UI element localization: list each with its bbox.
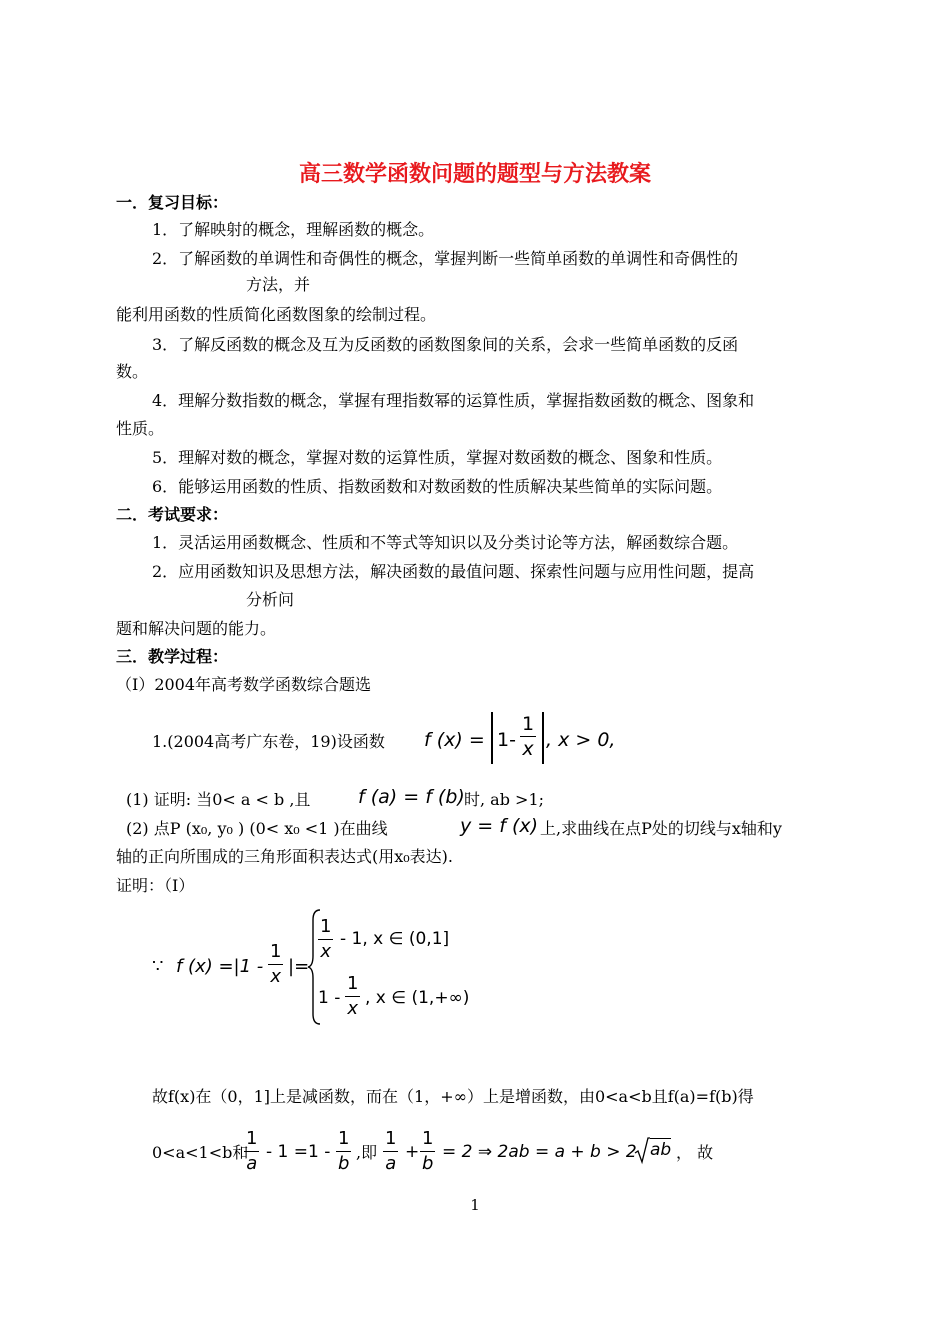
conclusion-plus: + <box>405 1142 420 1162</box>
part-2-text-b: 上,求曲线在点P处的切线与x轴和y <box>540 819 782 838</box>
fraction-denominator: x <box>270 966 282 987</box>
sec2-item-2-line3: 题和解决问题的能力。 <box>116 619 277 638</box>
case-1-condition: - 1, x ∈ (0,1] <box>340 929 450 949</box>
fraction-numerator: 1 <box>345 972 360 997</box>
sec1-item-2-line1: 2．了解函数的单调性和奇偶性的概念，掌握判断一些简单函数的单调性和奇偶性的 <box>152 249 739 268</box>
question-1-prefix: 1.(2004高考广东卷，19)设函数 <box>152 732 385 751</box>
abs-bar-right <box>542 712 544 764</box>
question-1-one-minus: 1- <box>497 729 516 751</box>
because-symbol: ∵ <box>152 956 164 977</box>
conclusion-ji: ,即 <box>356 1143 378 1162</box>
sec2-item-2-line2: 分析问 <box>246 590 295 609</box>
conclusion-gu: ， 故 <box>676 1143 714 1162</box>
sqrt-radicand: ab <box>650 1140 672 1160</box>
frac-1-over-b-2 <box>420 1127 435 1176</box>
sec1-item-4-line1: 4．理解分数指数的概念，掌握有理指数幂的运算性质，掌握指数函数的概念、图象和 <box>152 391 755 410</box>
section-2-heading: 二．考试要求： <box>116 505 229 524</box>
sec2-item-1: 1．灵活运用函数概念、性质和不等式等知识以及分类讨论等方法，解函数综合题。 <box>152 533 739 552</box>
part-2-text-c: 轴的正向所围成的三角形面积表达式(用x₀表达). <box>116 847 454 866</box>
part-1-text-b: 时, ab >1; <box>464 790 545 809</box>
conclusion-equation: = 2 ⇒ 2ab = a + b > 2 <box>442 1142 637 1162</box>
case-2-head: 1 - <box>318 988 341 1008</box>
sec1-item-6: 6．能够运用函数的性质、指数函数和对数函数的性质解决某些简单的实际问题。 <box>152 477 723 496</box>
fraction-denominator: a <box>246 1153 258 1174</box>
fraction-numerator: 1 <box>383 1127 398 1152</box>
sec2-item-2-line1: 2．应用函数知识及思想方法，解决函数的最值问题、探索性问题与应用性问题，提高 <box>152 562 755 581</box>
conclusion-line-2-start: 0<a<1<b和 <box>152 1143 249 1162</box>
sec1-item-3-line2: 数。 <box>116 362 149 381</box>
fraction-denominator: x <box>522 738 534 760</box>
part-2-text-a: (2) 点P (x₀, y₀ ) (0< x₀ <1 )在曲线 <box>126 819 388 838</box>
frac-1-over-b <box>336 1127 351 1176</box>
fraction-denominator: a <box>385 1153 397 1174</box>
question-1-f-of-x: f (x) = <box>424 729 485 751</box>
frac-1-over-a-2 <box>383 1127 398 1176</box>
fraction-denominator: x <box>347 998 359 1019</box>
question-1-condition: , x > 0, <box>546 729 616 751</box>
section-1-heading: 一．复习目标： <box>116 193 229 212</box>
abs-bar-left <box>491 712 493 764</box>
sec1-item-5: 5．理解对数的概念，掌握对数的运算性质，掌握对数函数的概念、图象和性质。 <box>152 448 723 467</box>
fraction-numerator: 1 <box>268 940 283 965</box>
case-1-fraction <box>318 915 333 964</box>
sec1-item-3-line1: 3．了解反函数的概念及互为反函数的函数图象间的关系，会求一些简单函数的反函 <box>152 335 739 354</box>
part-2-curve: y = f (x) <box>460 815 539 837</box>
fraction-numerator: 1 <box>420 1127 435 1152</box>
fraction-numerator: 1 <box>522 713 535 735</box>
fraction-denominator: b <box>422 1153 434 1174</box>
question-1-fraction <box>520 712 536 761</box>
sec3-subheading: （Ⅰ）2004年高考数学函数综合题选 <box>116 675 372 694</box>
sqrt-sign <box>634 1136 650 1166</box>
conclusion-minus: - 1 =1 - <box>266 1142 331 1162</box>
conclusion-line-1: 故f(x)在（0，1]上是减函数，而在（1，+∞）上是增函数，由0<a<b且f(a)=f(b)得 <box>152 1087 754 1106</box>
piecewise-lhs-fraction <box>268 940 283 989</box>
section-3-heading: 三．教学过程： <box>116 647 229 666</box>
fraction-numerator: 1 <box>244 1127 259 1152</box>
case-2-condition: , x ∈ (1,+∞) <box>365 988 470 1008</box>
fraction-numerator: 1 <box>318 915 333 940</box>
frac-1-over-a <box>244 1127 259 1176</box>
sec1-item-2-line2: 方法，并 <box>246 275 311 294</box>
fraction-numerator: 1 <box>336 1127 351 1152</box>
piecewise-lhs: f (x) =|1 - <box>176 956 264 977</box>
part-1-text-a: (1) 证明: 当0< a < b ,且 <box>126 790 311 809</box>
document-title: 高三数学函数问题的题型与方法教案 <box>298 161 651 187</box>
proof-label: 证明：（I） <box>116 876 195 895</box>
fraction-denominator: x <box>320 941 332 962</box>
piecewise-lhs-close: |= <box>288 956 310 977</box>
sec1-item-2-line3: 能利用函数的性质简化函数图象的绘制过程。 <box>116 305 437 324</box>
sec1-item-4-line2: 性质。 <box>116 419 165 438</box>
sec1-item-1: 1．了解映射的概念，理解函数的概念。 <box>152 220 435 239</box>
page-number: 1 <box>470 1196 480 1214</box>
fraction-denominator: b <box>338 1153 350 1174</box>
case-2-fraction <box>345 972 360 1021</box>
part-1-equation: f (a) = f (b) <box>358 786 465 808</box>
